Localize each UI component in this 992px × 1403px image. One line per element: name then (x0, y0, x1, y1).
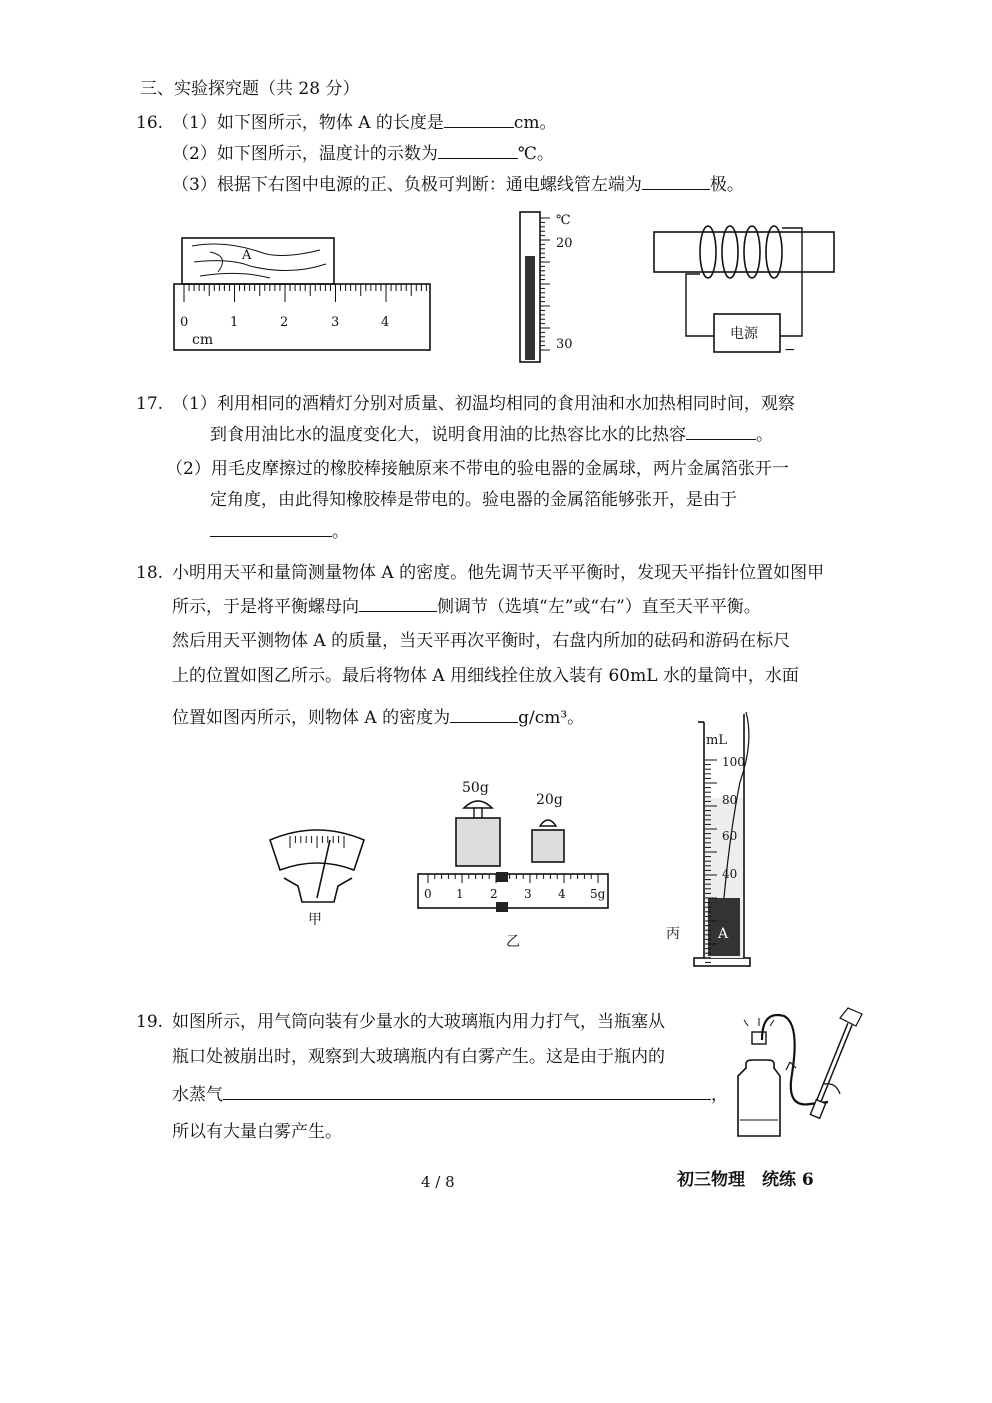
q16-answer1-blank[interactable] (444, 112, 514, 128)
q16-answer2-blank[interactable] (438, 143, 518, 159)
q19-answer-blank[interactable] (223, 1084, 711, 1100)
q18-line5-unit: g/cm³。 (518, 708, 585, 728)
pump-bottle-figure (728, 1004, 878, 1150)
q18-line5 (172, 707, 584, 729)
q16-number: 16. (136, 113, 164, 133)
thermometer-figure (500, 208, 580, 366)
q16-part2 (172, 143, 554, 165)
q19-line4: 所以有大量白雾产生。 (172, 1122, 342, 1142)
scale-tick-label: 1 (456, 887, 464, 901)
q19-line2: 瓶口处被崩出时，观察到大玻璃瓶内有白雾产生。这是由于瓶内的 (172, 1047, 665, 1067)
q18-line2-text-b: 侧调节（选填“左”或“右”）直至天平平衡。 (437, 597, 761, 617)
rider-bottom (496, 902, 508, 912)
figure-bing-label: 丙 (666, 926, 680, 942)
q19-line3 (172, 1084, 728, 1106)
q17-answer2-blank[interactable] (210, 521, 332, 537)
q18-line5-text-a: 位置如图丙所示，则物体 A 的密度为 (172, 708, 451, 728)
q18-answer1-blank[interactable] (359, 596, 437, 612)
scale-tick-label: 5g (590, 887, 606, 901)
thermometer-label-30: 30 (556, 337, 573, 352)
scale-tick-label: 2 (490, 887, 498, 901)
glass-bottle (738, 1060, 780, 1136)
thermometer-liquid (525, 256, 535, 360)
scale-tick-label: 3 (524, 887, 532, 901)
weights-scale-figure (412, 774, 616, 952)
q17-part1-line2 (210, 424, 773, 446)
q17-part2-line1: （2）用毛皮摩擦过的橡胶棒接触原来不带电的验电器的金属球，两片金属箔张开一 (166, 459, 789, 479)
q18-line2 (172, 596, 761, 618)
q16-part1 (172, 112, 557, 134)
q17-part2-line3 (210, 521, 349, 543)
wire-left (686, 274, 714, 336)
page-number: 4 / 8 (421, 1173, 455, 1191)
weight-20g (532, 830, 564, 862)
object-a-label: A (718, 926, 729, 942)
ruler-tick-labels (180, 315, 389, 330)
solenoid-figure (650, 218, 840, 363)
q17-number: 17. (136, 394, 164, 414)
power-supply-label: 电源 (730, 326, 758, 342)
q18-line1: 小明用天平和量筒测量物体 A 的密度。他先调节天平平衡时，发现天平指针位置如图甲 (172, 563, 825, 583)
q18-answer2-blank[interactable] (450, 707, 518, 723)
ruler-tick-label: 4 (381, 315, 390, 330)
q16-part2-text: （2）如下图所示，温度计的示数为 (172, 144, 438, 164)
ruler-tick-label: 1 (230, 315, 239, 330)
q17-part1-line1: （1）利用相同的酒精灯分别对质量、初温均相同的食用油和水加热相同时间，观察 (172, 394, 795, 414)
negative-sign: − (784, 342, 796, 358)
balance-pointer-figure (262, 826, 372, 936)
bottle-stopper (752, 1032, 766, 1044)
cylinder-unit: mL (706, 733, 727, 748)
figure-jia-label: 甲 (308, 912, 322, 928)
weight-50g-label: 50g (462, 780, 489, 796)
cylinder-tick-label: 100 (722, 755, 745, 769)
cylinder-tick-label: 80 (722, 793, 738, 807)
ruler-unit: cm (192, 332, 214, 348)
q19-number: 19. (136, 1012, 164, 1032)
q18-line4: 上的位置如图乙所示。最后将物体 A 用细线拴住放入装有 60mL 水的量筒中，水面 (172, 666, 799, 686)
q19-line3-end: ， (711, 1085, 728, 1105)
figure-yi-label: 乙 (506, 934, 520, 950)
q16-part2-unit: ℃。 (517, 144, 554, 164)
q17-part2-line2: 定角度，由此得知橡胶棒是带电的。验电器的金属箔能够张开，是由于 (210, 490, 737, 510)
q18-line3: 然后用天平测物体 A 的质量，当天平再次平衡时，右盘内所加的砝码和游码在标尺 (172, 631, 791, 651)
scale-tick-label: 4 (558, 887, 566, 901)
ruler-tick-label: 0 (180, 315, 189, 330)
weight-50g (456, 818, 500, 866)
q17-part2-end: 。 (332, 522, 349, 542)
ruler-tick-label: 2 (280, 315, 289, 330)
cylinder-tick-label: 40 (722, 867, 738, 881)
ruler-tick-label: 3 (331, 315, 340, 330)
wire-right (780, 228, 802, 336)
scale-tick-label: 0 (424, 887, 432, 901)
q16-part3 (172, 174, 744, 196)
q17-part1-end: 。 (756, 425, 773, 445)
q16-part1-unit: cm。 (513, 113, 557, 133)
cylinder-base (694, 958, 750, 966)
q16-answer3-blank[interactable] (642, 174, 710, 190)
q18-line2-text-a: 所示，于是将平衡螺母向 (172, 597, 359, 617)
q18-number: 18. (136, 563, 164, 583)
pumping-hand (840, 1008, 862, 1026)
thermometer-label-20: 20 (556, 236, 573, 251)
cylinder-tick-label: 60 (722, 829, 738, 843)
q17-part1-line2-text: 到食用油比水的温度变化大，说明食用油的比热容比水的比热容 (210, 425, 686, 445)
q19-line1: 如图所示，用气筒向装有少量水的大玻璃瓶内用力打气，当瓶塞从 (172, 1012, 665, 1032)
q16-part1-text: （1）如下图所示，物体 A 的长度是 (172, 113, 444, 133)
thermometer-unit: ℃ (556, 213, 571, 228)
q17-answer1-blank[interactable] (686, 424, 756, 440)
ruler-figure (170, 232, 440, 357)
scale-bar (418, 874, 608, 908)
q16-part3-text: （3）根据下右图中电源的正、负极可判断：通电螺线管左端为 (172, 175, 642, 195)
section-title: 三、实验探究题（共 28 分） (140, 79, 360, 99)
rider-top (496, 872, 508, 882)
weight-20g-label: 20g (536, 792, 563, 808)
cylinder-figure (664, 712, 764, 972)
block-a-label: A (242, 248, 252, 263)
q16-part3-unit: 极。 (709, 175, 744, 195)
footer-subject: 初三物理 统练 6 (677, 1170, 814, 1190)
q19-line3-text: 水蒸气 (172, 1085, 223, 1105)
solenoid-coil (700, 226, 782, 278)
